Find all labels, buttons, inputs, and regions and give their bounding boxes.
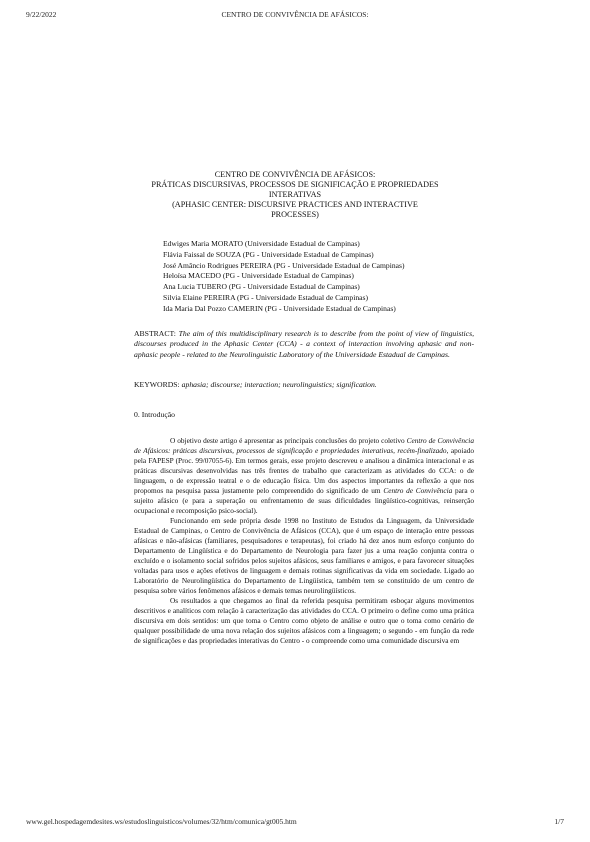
paragraph: Os resultados a que chegamos ao final da referida pesquisa permitiram esboçar alguns movimentos descritivos e analíticos com relação à caracterização das atividades do CCA. O primeiro o define como uma prática discursiva em dois sentidos: um que toma o Centro como objeto de análise e outro que o toma como cenário de qualquer possibilidade de uma nova relação dos sujeitos afásicos com a linguagem; o segundo - em função da rede de significações e das propriedades interativas do Centro - o compreende como uma comunidade discursiva em — [134, 596, 474, 645]
abstract — [134, 329, 474, 360]
paragraph-italic: Centro de Convivência de Afásicos: práticas discursivas, processos de significação e propriedades interativas, recém-finalizado — [134, 436, 474, 455]
title-line: PRÁTICAS DISCURSIVAS, PROCESSOS DE SIGNIFICAÇÃO E PROPRIEDADES — [151, 180, 439, 189]
paragraph-text: , apoiado pela FAPESP (Proc. 99/07055-6). Em termos gerais, esse projeto descreveu e analisou a dinâmica interacional e as práticas discursivas desenvolvidas nas três frentes de trabalho que caracterizam as atividades do CCA: o de linguagem, o de expressão teatral e o de educação física. Um dos aspectos importantes da reflexão a que nos propomos na pesquisa passa justamente pelo compreendido do significado de um — [134, 446, 474, 495]
author-list — [163, 239, 405, 315]
author-item: Ana Lucia TUBERO (PG - Universidade Estadual de Campinas) — [163, 282, 360, 292]
author-item: Flávia Faissal de SOUZA (PG - Universidade Estadual de Campinas) — [163, 249, 374, 259]
abstract-text: The aim of this multidisciplinary research is to describe from the point of view of linguistics, discourses produced in the Aphasic Center (CCA) - a context of interaction involving aphasic and non-aphasic people - related to the Neurolinguistic Laboratory of the Universidade Estadual de Campinas. — [134, 329, 474, 359]
paragraph-italic: Centro de Convivência — [383, 486, 453, 495]
source-url: www.gel.hospedagemdesites.ws/estudoslinguisticos/volumes/32/htm/comunica/gt005.htm — [26, 817, 297, 826]
paragraph-text: para o sujeito afásico (e para a superação ou enfrentamento de suas dificuldades lingüístico-cognitivas, reinserção ocupacional e recomposição psico-social). — [134, 486, 474, 515]
print-header-title: CENTRO DE CONVIVÊNCIA DE AFÁSICOS: — [221, 10, 369, 19]
title-line: (APHASIC CENTER: DISCURSIVE PRACTICES AND INTERACTIVE — [172, 200, 418, 209]
author-item: José Amâncio Rodrigues PEREIRA (PG - Universidade Estadual de Campinas) — [163, 260, 405, 270]
article-body — [134, 436, 474, 646]
author-item: Silvia Elaine PEREIRA (PG - Universidade Estadual de Campinas) — [163, 292, 368, 302]
keywords — [134, 380, 474, 390]
section-heading: 0. Introdução — [134, 410, 175, 419]
keywords-text: aphasia; discourse; interaction; neurolinguistics; signification. — [181, 380, 377, 389]
author-item: Edwiges Maria MORATO (Universidade Estadual de Campinas) — [163, 239, 360, 248]
author-item: Ida Maria Dal Pozzo CAMERIN (PG - Universidade Estadual de Campinas) — [163, 303, 396, 313]
print-date: 9/22/2022 — [26, 10, 57, 19]
paragraph: Funcionando em sede própria desde 1998 no Instituto de Estudos da Linguagem, da Universidade Estadual de Campinas, o Centro de Convivência de Afásicos (CCA), que é um espaço de interação entre pessoas afásicas e não-afásicas (familiares, pesquisadores e terapeutas), foi criado há dez anos num esforço conjunto do Departamento de Lingüística e do Departamento de Neurologia para fazer jus a uma reação conjunta contra o excluído e o isolamento social sofridos pelos sujeitos afásicos, seus familiares e amigos, e para favorecer situações voltadas para usos e ações efetivos de linguagem e demais rotinas significativas da vida em sociedade. Ligado ao Laboratório de Neurolingüística do Departamento de Lingüística, também tem se constituído de um centro de pesquisa sobre vários fenômenos afásicos e demais temas neurolingüísticos. — [134, 516, 474, 595]
keywords-label: KEYWORDS: — [134, 380, 180, 389]
abstract-label: ABSTRACT: — [134, 329, 176, 338]
article-title — [150, 170, 440, 220]
page-number: 1/7 — [554, 817, 564, 826]
paragraph — [134, 436, 474, 516]
title-line: INTERATIVAS — [268, 190, 322, 199]
title-line: PROCESSES) — [271, 210, 319, 219]
author-item: Heloísa MACEDO (PG - Universidade Estadual de Campinas) — [163, 271, 354, 281]
title-line: CENTRO DE CONVIVÊNCIA DE AFÁSICOS: — [214, 170, 376, 179]
paragraph-text: O objetivo deste artigo é apresentar as principais conclusões do projeto coletivo — [170, 436, 407, 445]
